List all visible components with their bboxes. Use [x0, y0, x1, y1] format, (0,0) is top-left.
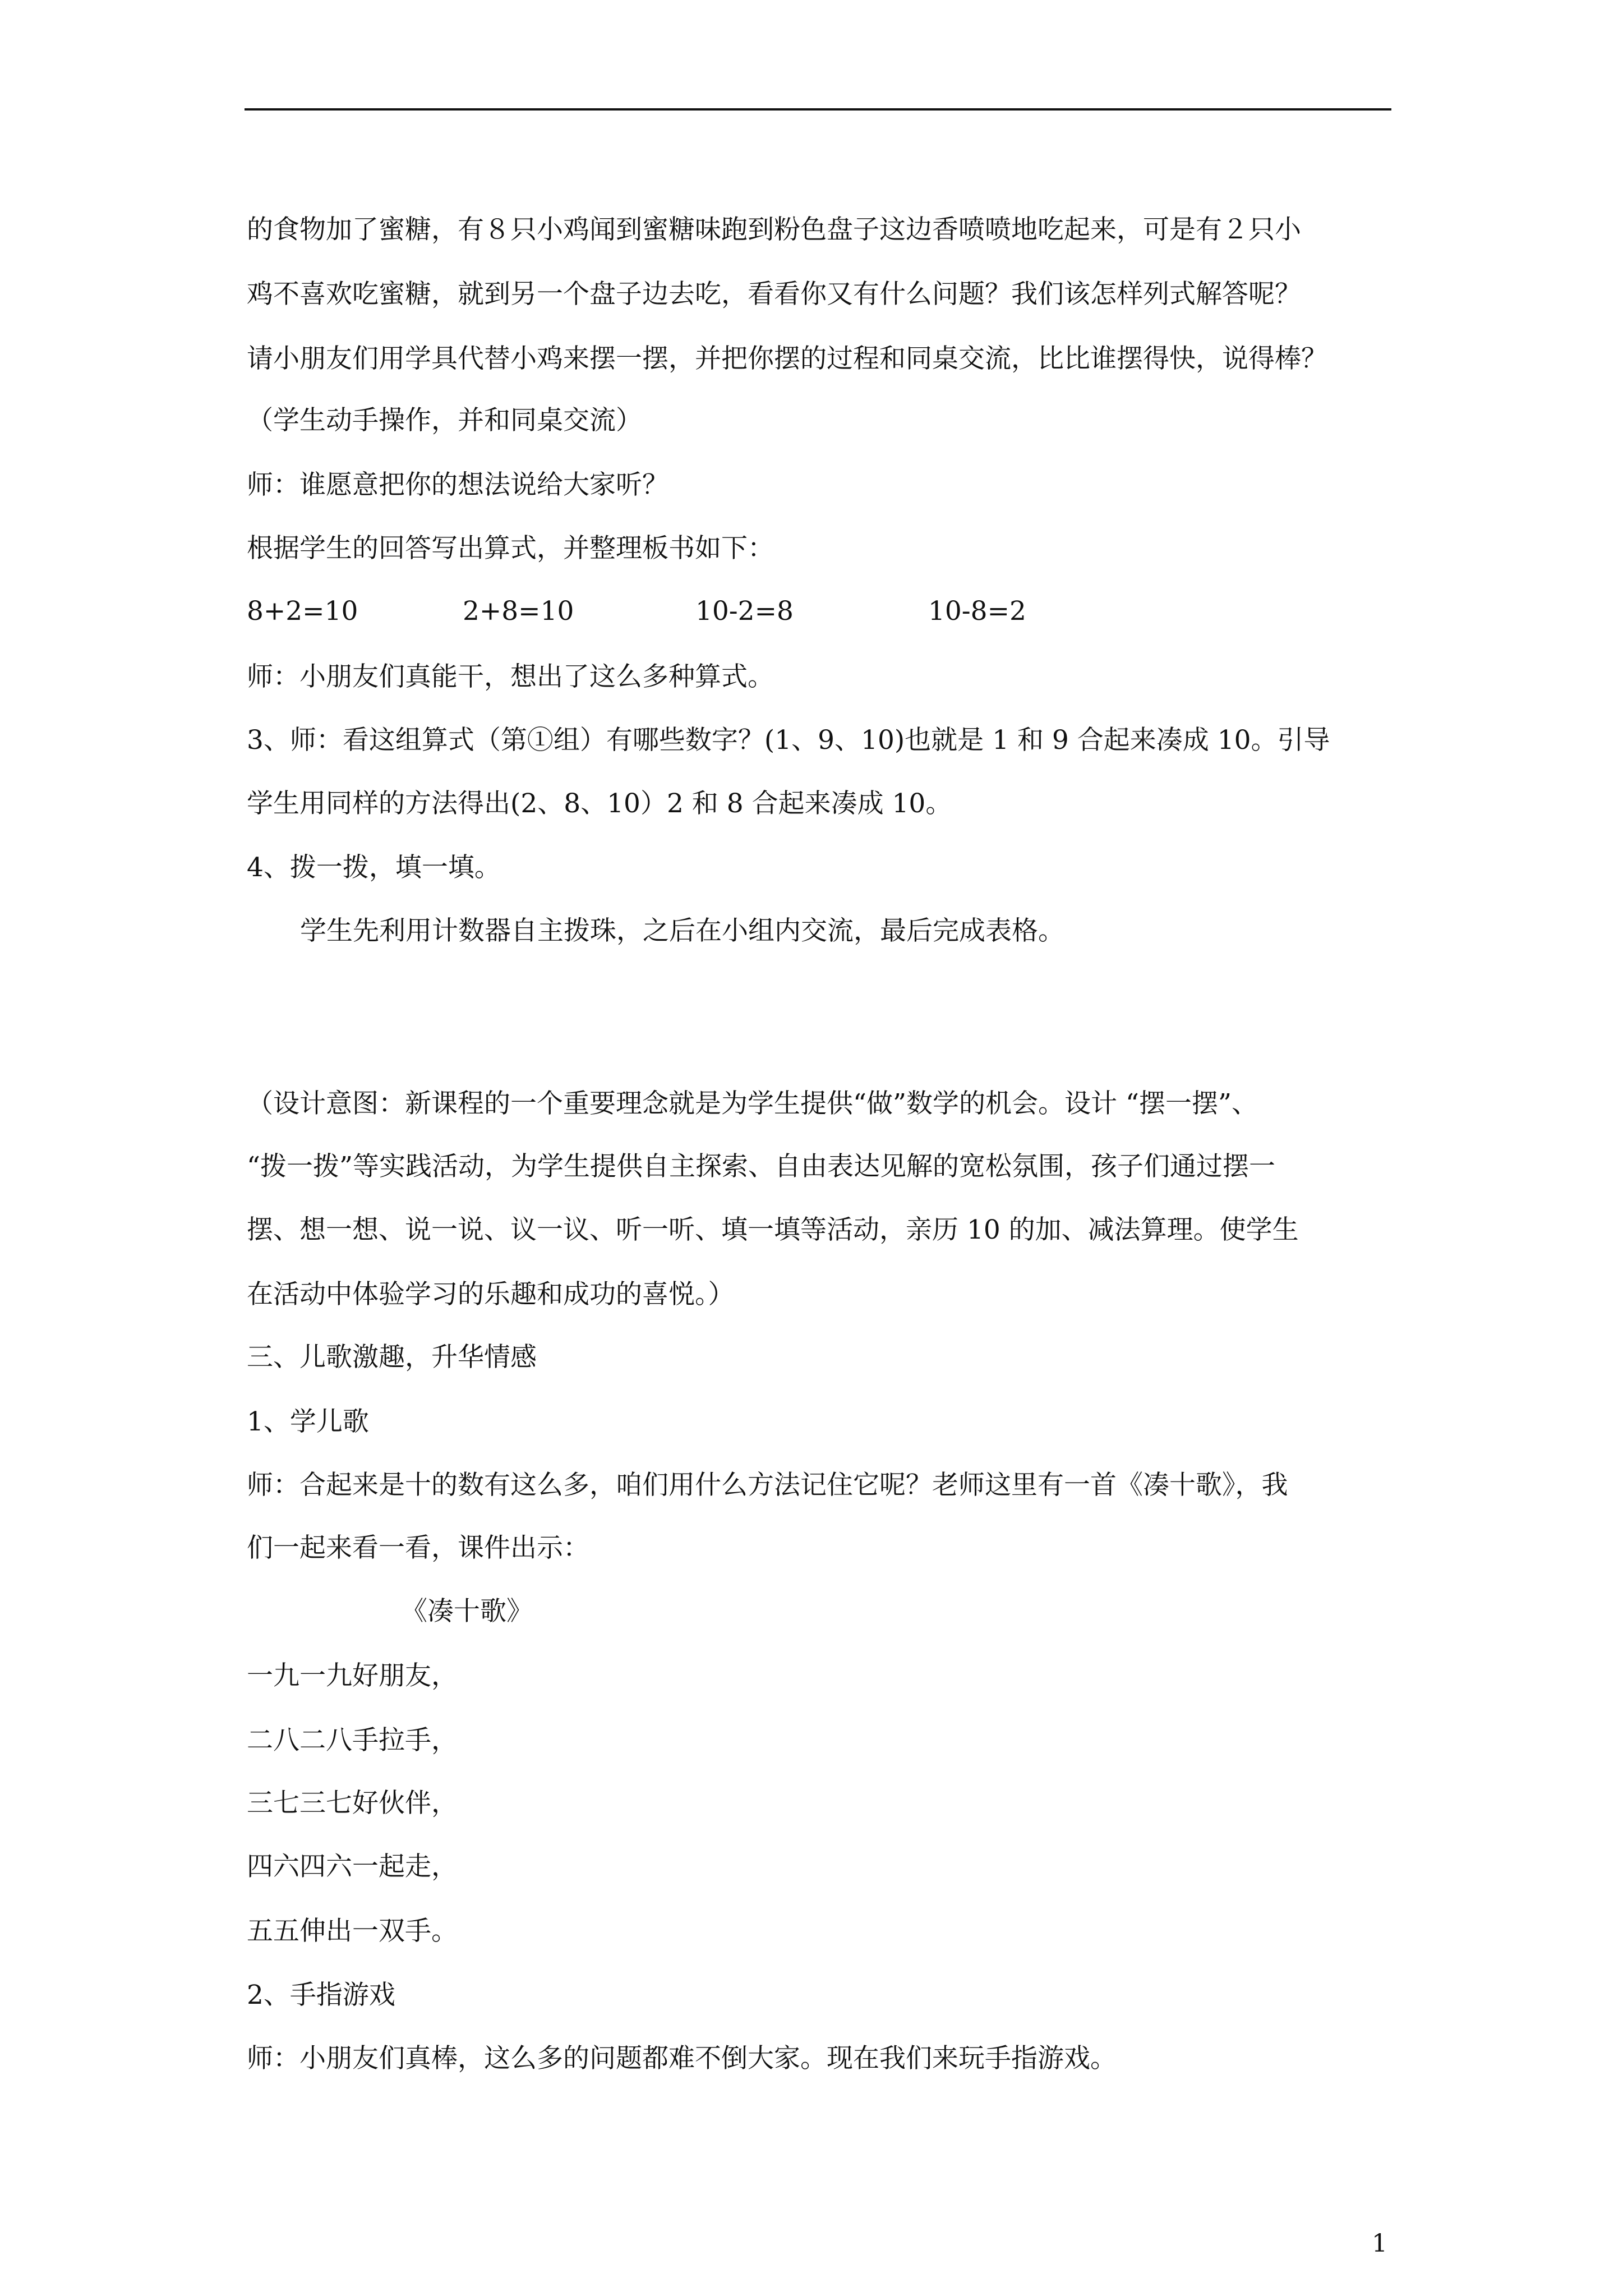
text-line: 师：谁愿意把你的想法说给大家听？: [247, 470, 668, 500]
text-line: 3、师：看这组算式（第①组）有哪些数字？(1、9、10)也就是 1 和 9 合起来凑成 10。引导: [247, 725, 1330, 756]
text-line: 学生用同样的方法得出(2、8、10）2 和 8 合起来凑成 10。: [247, 788, 952, 819]
page-number: 1: [1372, 2229, 1387, 2258]
poem-title: 《凑十歌》: [401, 1596, 533, 1627]
poem-line: 五五伸出一双手。: [247, 1916, 458, 1947]
text-line: “拨一拨”等实践活动，为学生提供自主探索、自由表达见解的宽松氛围，孩子们通过摆一: [247, 1151, 1276, 1182]
equation: 10-2=8: [695, 596, 794, 627]
header-rule: [245, 108, 1391, 111]
poem-line: 二八二八手拉手，: [247, 1725, 458, 1756]
equation: 8+2=10: [247, 596, 358, 627]
text-line: （学生动手操作，并和同桌交流）: [247, 405, 642, 436]
equation: 2+8=10: [463, 596, 574, 627]
text-line: 师：合起来是十的数有这么多，咱们用什么方法记住它呢？老师这里有一首《凑十歌》，我: [247, 1470, 1288, 1501]
poem-line: 四六四六一起走，: [247, 1851, 458, 1882]
text-line: 4、拨一拨，填一填。: [247, 852, 501, 883]
text-line: 摆、想一想、说一说、议一议、听一听、填一填等活动，亲历 10 的加、减法算理。使学生: [247, 1214, 1299, 1245]
text-line: 在活动中体验学习的乐趣和成功的喜悦。）: [247, 1279, 735, 1310]
text-line: 请小朋友们用学具代替小鸡来摆一摆，并把你摆的过程和同桌交流，比比谁摆得快，说得棒？: [247, 343, 1327, 374]
text-line: （设计意图：新课程的一个重要理念就是为学生提供“做”数学的机会。设计 “摆一摆”、: [247, 1088, 1258, 1119]
section-heading: 三、儿歌激趣，升华情感: [247, 1342, 537, 1373]
subsection-heading: 1、学儿歌: [247, 1406, 369, 1437]
text-line: 学生先利用计数器自主拨珠，之后在小组内交流，最后完成表格。: [300, 915, 1064, 946]
subsection-heading: 2、手指游戏: [247, 1980, 395, 2010]
text-line: 们一起来看一看，课件出示：: [247, 1533, 589, 1563]
text-line: 鸡不喜欢吃蜜糖，就到另一个盘子边去吃，看看你又有什么问题？我们该怎样列式解答呢？: [247, 279, 1301, 310]
poem-line: 三七三七好伙伴，: [247, 1788, 458, 1819]
poem-line: 一九一九好朋友，: [247, 1660, 458, 1691]
text-line: 根据学生的回答写出算式，并整理板书如下：: [247, 533, 774, 564]
equation: 10-8=2: [928, 596, 1026, 627]
text-line: 的食物加了蜜糖，有８只小鸡闻到蜜糖味跑到粉色盘子这边香喷喷地吃起来，可是有２只小: [247, 214, 1301, 245]
text-line: 师：小朋友们真棒，这么多的问题都难不倒大家。现在我们来玩手指游戏。: [247, 2043, 1117, 2074]
text-line: 师：小朋友们真能干，想出了这么多种算式。: [247, 661, 774, 692]
